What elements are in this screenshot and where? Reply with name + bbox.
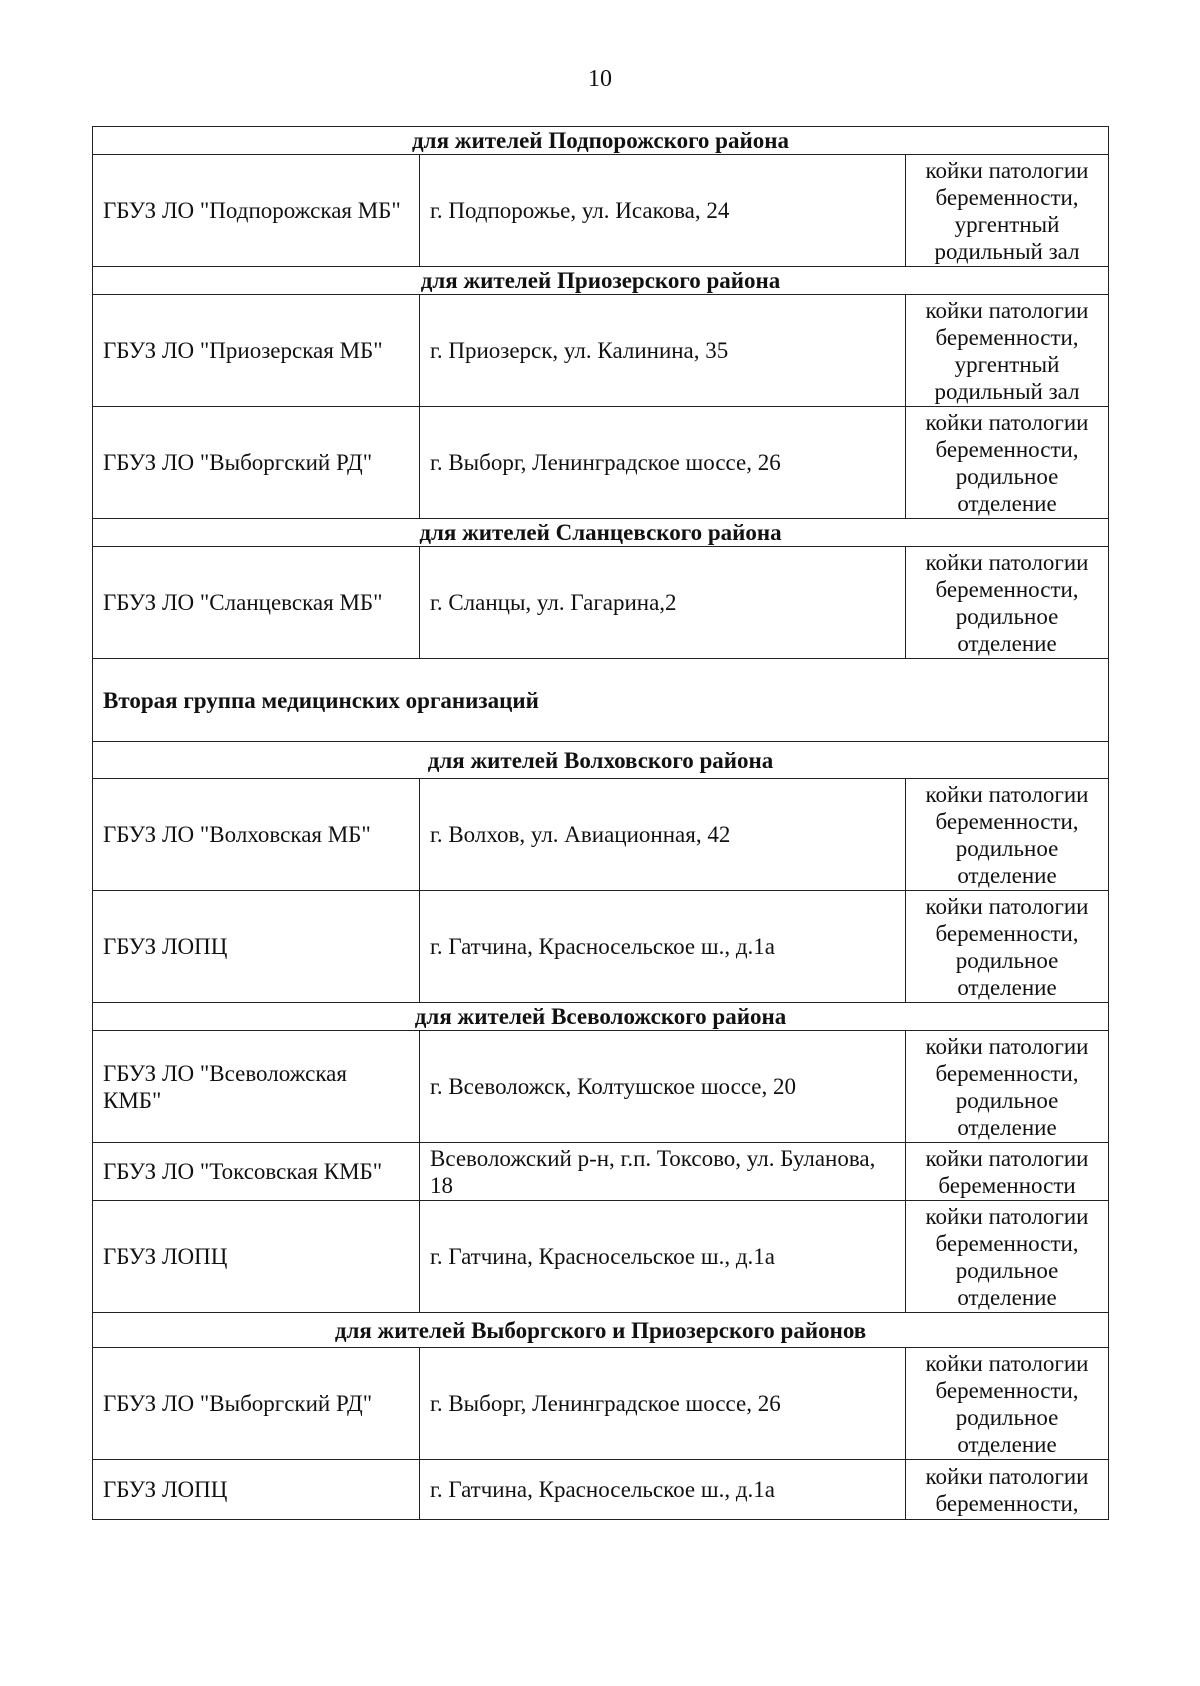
group-heading-row — [93, 659, 1109, 742]
address-cell: г. Гатчина, Красносельское ш., д.1а — [420, 891, 906, 1003]
district-header-row — [93, 1313, 1109, 1348]
district-header: для жителей Сланцевского района — [93, 519, 1109, 547]
beds-cell: койки патологии беременности, родильное отделение — [906, 1348, 1109, 1460]
district-header-row — [93, 742, 1109, 779]
address-cell: г. Выборг, Ленинградское шоссе, 26 — [420, 407, 906, 519]
address-cell: г. Гатчина, Красносельское ш., д.1а — [420, 1460, 906, 1520]
organization-cell: ГБУЗ ЛО "Приозерская МБ" — [93, 295, 420, 407]
address-cell: г. Приозерск, ул. Калинина, 35 — [420, 295, 906, 407]
page-number: 10 — [588, 66, 612, 92]
organization-cell: ГБУЗ ЛО "Волховская МБ" — [93, 779, 420, 891]
beds-cell: койки патологии беременности, родильное отделение — [906, 779, 1109, 891]
beds-cell: койки патологии беременности, ургентный родильный зал — [906, 295, 1109, 407]
table-row — [93, 1143, 1109, 1201]
address-cell: г. Выборг, Ленинградское шоссе, 26 — [420, 1348, 906, 1460]
facilities-table — [92, 126, 1109, 1520]
organization-cell: ГБУЗ ЛО "Выборгский РД" — [93, 1348, 420, 1460]
beds-cell: койки патологии беременности, родильное отделение — [906, 547, 1109, 659]
table-row — [93, 1460, 1109, 1520]
address-cell: г. Подпорожье, ул. Исакова, 24 — [420, 155, 906, 267]
district-header: для жителей Всеволожского района — [93, 1003, 1109, 1031]
beds-cell: койки патологии беременности, — [906, 1460, 1109, 1520]
district-header-row — [93, 519, 1109, 547]
district-header-row — [93, 127, 1109, 155]
organization-cell: ГБУЗ ЛО "Всеволожская КМБ" — [93, 1031, 420, 1143]
table-row — [93, 1031, 1109, 1143]
table-row — [93, 295, 1109, 407]
address-cell: г. Гатчина, Красносельское ш., д.1а — [420, 1201, 906, 1313]
table-row — [93, 1201, 1109, 1313]
table-row — [93, 891, 1109, 1003]
beds-cell: койки патологии беременности, родильное отделение — [906, 891, 1109, 1003]
beds-cell: койки патологии беременности, родильное отделение — [906, 407, 1109, 519]
organization-cell: ГБУЗ ЛО "Токсовская КМБ" — [93, 1143, 420, 1201]
district-header: для жителей Волховского района — [93, 742, 1109, 779]
beds-cell: койки патологии беременности, родильное отделение — [906, 1201, 1109, 1313]
district-header: для жителей Выборгского и Приозерского районов — [93, 1313, 1109, 1348]
organization-cell: ГБУЗ ЛОПЦ — [93, 891, 420, 1003]
table-row — [93, 547, 1109, 659]
beds-cell: койки патологии беременности, родильное отделение — [906, 1031, 1109, 1143]
table-row — [93, 779, 1109, 891]
table-row — [93, 155, 1109, 267]
district-header-row — [93, 267, 1109, 295]
organization-cell: ГБУЗ ЛО "Выборгский РД" — [93, 407, 420, 519]
address-cell: г. Всеволожск, Колтушское шоссе, 20 — [420, 1031, 906, 1143]
district-header-row — [93, 1003, 1109, 1031]
organization-cell: ГБУЗ ЛО "Подпорожская МБ" — [93, 155, 420, 267]
district-header: для жителей Приозерского района — [93, 267, 1109, 295]
table-row — [93, 407, 1109, 519]
address-cell: Всеволожский р-н, г.п. Токсово, ул. Буланова, 18 — [420, 1143, 906, 1201]
organization-cell: ГБУЗ ЛОПЦ — [93, 1201, 420, 1313]
address-cell: г. Волхов, ул. Авиационная, 42 — [420, 779, 906, 891]
beds-cell: койки патологии беременности — [906, 1143, 1109, 1201]
table-row — [93, 1348, 1109, 1460]
beds-cell: койки патологии беременности, ургентный родильный зал — [906, 155, 1109, 267]
address-cell: г. Сланцы, ул. Гагарина,2 — [420, 547, 906, 659]
organization-cell: ГБУЗ ЛО "Сланцевская МБ" — [93, 547, 420, 659]
organization-cell: ГБУЗ ЛОПЦ — [93, 1460, 420, 1520]
district-header: для жителей Подпорожского района — [93, 127, 1109, 155]
group-heading: Вторая группа медицинских организаций — [93, 659, 1109, 742]
